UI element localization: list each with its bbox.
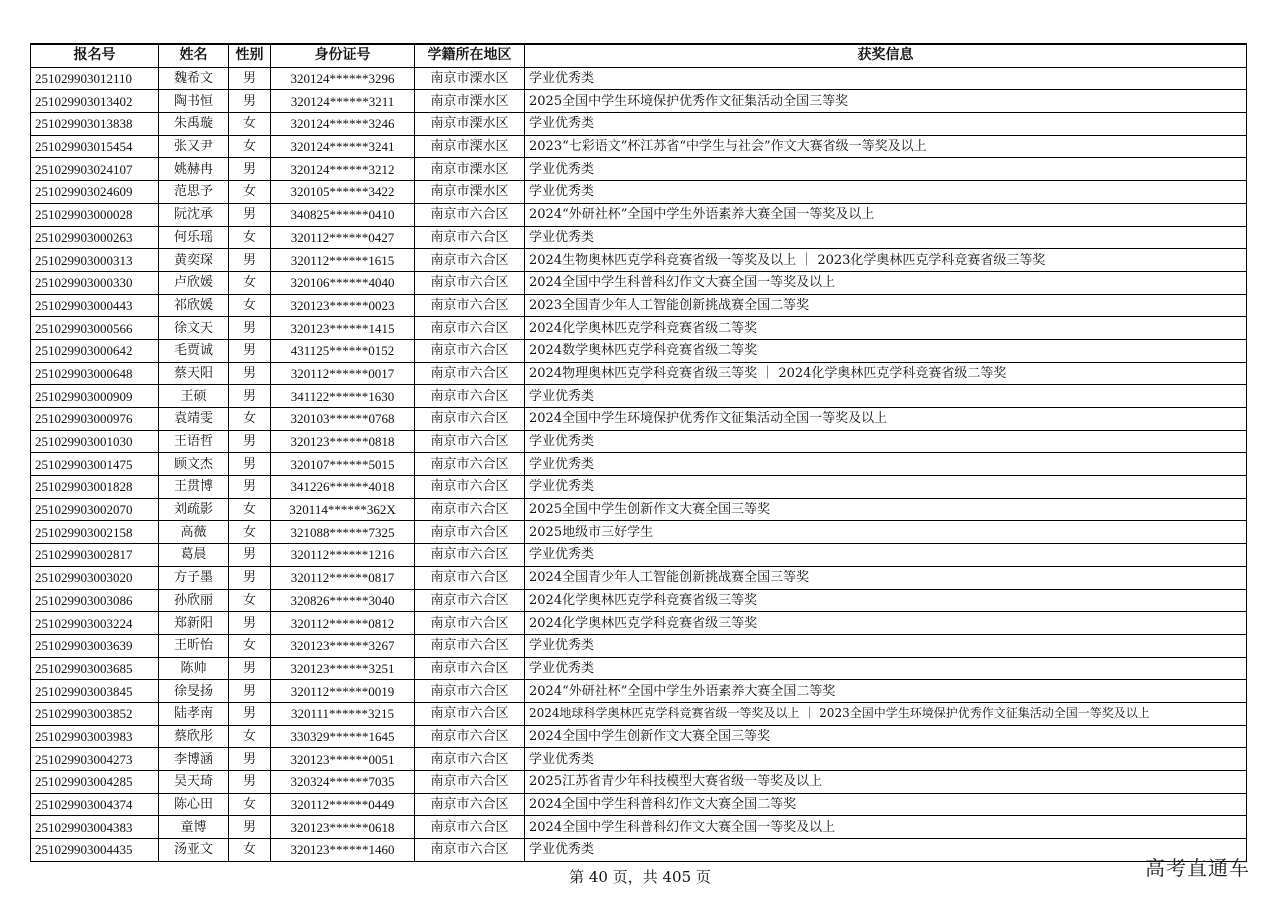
registration-number-cell: 251029903000313 [31, 249, 159, 272]
student-name-cell: 葛晨 [159, 544, 229, 567]
id-number-cell: 320123******0023 [271, 294, 415, 317]
id-number-cell: 320123******0618 [271, 816, 415, 839]
award-info-cell: 2024生物奥林匹克学科竞赛省级一等奖及以上 ｜ 2023化学奥林匹克学科竞赛省级三等奖 [525, 249, 1247, 272]
gender-cell: 男 [229, 317, 271, 340]
student-name-cell: 刘疏影 [159, 498, 229, 521]
table-row [31, 113, 1247, 136]
registration-number-cell: 251029903000028 [31, 203, 159, 226]
student-name-cell: 顾文杰 [159, 453, 229, 476]
registration-number-cell: 251029903015454 [31, 135, 159, 158]
student-name-cell: 吴天琦 [159, 771, 229, 794]
region-cell: 南京市六合区 [415, 271, 525, 294]
student-name-cell: 陈心田 [159, 793, 229, 816]
table-row [31, 566, 1247, 589]
award-info-cell: 2024地球科学奥林匹克学科竞赛省级一等奖及以上 ｜ 2023全国中学生环境保护优秀作文征集活动全国一等奖及以上 [525, 702, 1247, 725]
region-cell: 南京市溧水区 [415, 67, 525, 90]
gender-cell: 女 [229, 408, 271, 431]
registration-number-cell: 251029903004273 [31, 748, 159, 771]
id-number-cell: 320324******7035 [271, 771, 415, 794]
student-name-cell: 卢欣媛 [159, 271, 229, 294]
student-name-cell: 孙欣丽 [159, 589, 229, 612]
gender-cell: 男 [229, 339, 271, 362]
region-cell: 南京市六合区 [415, 385, 525, 408]
region-cell: 南京市六合区 [415, 839, 525, 862]
region-cell: 南京市六合区 [415, 476, 525, 499]
registration-number-cell: 251029903004383 [31, 816, 159, 839]
region-cell: 南京市六合区 [415, 317, 525, 340]
award-info-cell: 2024全国中学生创新作文大赛全国三等奖 [525, 725, 1247, 748]
award-info-cell: 2024全国中学生科普科幻作文大赛全国二等奖 [525, 793, 1247, 816]
id-number-cell: 320105******3422 [271, 181, 415, 204]
id-number-cell: 320124******3211 [271, 90, 415, 113]
award-info-cell: 学业优秀类 [525, 67, 1247, 90]
table-row [31, 226, 1247, 249]
registration-number-cell: 251029903002158 [31, 521, 159, 544]
gender-cell: 男 [229, 362, 271, 385]
id-number-cell: 320123******0818 [271, 430, 415, 453]
table-row [31, 362, 1247, 385]
gender-cell: 男 [229, 748, 271, 771]
student-name-cell: 陶书恒 [159, 90, 229, 113]
gender-cell: 男 [229, 430, 271, 453]
id-number-cell: 431125******0152 [271, 339, 415, 362]
table-row [31, 839, 1247, 862]
table-row [31, 271, 1247, 294]
table-row [31, 657, 1247, 680]
awards-table [30, 43, 1247, 862]
page-number: 第 40 页，共 405 页 [569, 868, 711, 886]
region-cell: 南京市溧水区 [415, 135, 525, 158]
registration-number-cell: 251029903004435 [31, 839, 159, 862]
table-row [31, 158, 1247, 181]
award-info-cell: 2024化学奥林匹克学科竞赛省级三等奖 [525, 589, 1247, 612]
id-number-cell: 341122******1630 [271, 385, 415, 408]
student-name-cell: 蔡天阳 [159, 362, 229, 385]
award-info-cell: 学业优秀类 [525, 158, 1247, 181]
registration-number-cell: 251029903000976 [31, 408, 159, 431]
award-info-cell: 2024数学奥林匹克学科竞赛省级二等奖 [525, 339, 1247, 362]
id-number-cell: 320112******0449 [271, 793, 415, 816]
region-cell: 南京市六合区 [415, 566, 525, 589]
region-cell: 南京市溧水区 [415, 90, 525, 113]
award-info-cell: 2025全国中学生环境保护优秀作文征集活动全国三等奖 [525, 90, 1247, 113]
table-row [31, 725, 1247, 748]
id-number-cell: 320106******4040 [271, 271, 415, 294]
award-info-cell: 学业优秀类 [525, 634, 1247, 657]
table-row [31, 498, 1247, 521]
region-cell: 南京市六合区 [415, 362, 525, 385]
id-number-cell: 320124******3212 [271, 158, 415, 181]
region-cell: 南京市六合区 [415, 816, 525, 839]
gender-cell: 男 [229, 544, 271, 567]
registration-number-cell: 251029903003685 [31, 657, 159, 680]
registration-number-cell: 251029903003639 [31, 634, 159, 657]
student-name-cell: 王硕 [159, 385, 229, 408]
region-cell: 南京市六合区 [415, 339, 525, 362]
registration-number-cell: 251029903000263 [31, 226, 159, 249]
table-header-row [31, 44, 1247, 67]
id-number-cell: 320112******0019 [271, 680, 415, 703]
region-cell: 南京市六合区 [415, 203, 525, 226]
registration-number-cell: 251029903000642 [31, 339, 159, 362]
id-number-cell: 320112******1615 [271, 249, 415, 272]
student-name-cell: 徐文天 [159, 317, 229, 340]
region-cell: 南京市六合区 [415, 771, 525, 794]
header-registration-number: 报名号 [31, 44, 159, 67]
registration-number-cell: 251029903003020 [31, 566, 159, 589]
id-number-cell: 330329******1645 [271, 725, 415, 748]
table-row [31, 317, 1247, 340]
table-row [31, 589, 1247, 612]
award-info-cell: 2024全国青少年人工智能创新挑战赛全国三等奖 [525, 566, 1247, 589]
region-cell: 南京市六合区 [415, 634, 525, 657]
header-award-info: 获奖信息 [525, 44, 1247, 67]
gender-cell: 男 [229, 566, 271, 589]
header-gender: 性别 [229, 44, 271, 67]
table-row [31, 294, 1247, 317]
award-info-cell: 2024“外研社杯”全国中学生外语素养大赛全国二等奖 [525, 680, 1247, 703]
region-cell: 南京市六合区 [415, 453, 525, 476]
gender-cell: 男 [229, 612, 271, 635]
gender-cell: 男 [229, 67, 271, 90]
table-row [31, 771, 1247, 794]
id-number-cell: 320114******362X [271, 498, 415, 521]
id-number-cell: 320124******3241 [271, 135, 415, 158]
registration-number-cell: 251029903002817 [31, 544, 159, 567]
table-row [31, 408, 1247, 431]
registration-number-cell: 251029903003983 [31, 725, 159, 748]
award-info-cell: 2025地级市三好学生 [525, 521, 1247, 544]
student-name-cell: 何乐瑶 [159, 226, 229, 249]
student-name-cell: 张又尹 [159, 135, 229, 158]
student-name-cell: 黄奕琛 [159, 249, 229, 272]
student-name-cell: 魏希文 [159, 67, 229, 90]
student-name-cell: 王昕怡 [159, 634, 229, 657]
student-name-cell: 郑新阳 [159, 612, 229, 635]
registration-number-cell: 251029903003224 [31, 612, 159, 635]
student-name-cell: 王语哲 [159, 430, 229, 453]
registration-number-cell: 251029903001475 [31, 453, 159, 476]
registration-number-cell: 251029903012110 [31, 67, 159, 90]
student-name-cell: 蔡欣彤 [159, 725, 229, 748]
region-cell: 南京市六合区 [415, 793, 525, 816]
table-row [31, 634, 1247, 657]
region-cell: 南京市溧水区 [415, 113, 525, 136]
award-info-cell: 2023全国青少年人工智能创新挑战赛全国二等奖 [525, 294, 1247, 317]
gender-cell: 女 [229, 725, 271, 748]
id-number-cell: 320107******5015 [271, 453, 415, 476]
gender-cell: 男 [229, 90, 271, 113]
student-name-cell: 陈帅 [159, 657, 229, 680]
id-number-cell: 320124******3246 [271, 113, 415, 136]
student-name-cell: 王贯博 [159, 476, 229, 499]
gender-cell: 男 [229, 476, 271, 499]
gender-cell: 女 [229, 181, 271, 204]
gender-cell: 男 [229, 680, 271, 703]
gender-cell: 女 [229, 271, 271, 294]
id-number-cell: 320111******3215 [271, 702, 415, 725]
region-cell: 南京市六合区 [415, 521, 525, 544]
award-info-cell: 学业优秀类 [525, 181, 1247, 204]
region-cell: 南京市六合区 [415, 725, 525, 748]
region-cell: 南京市六合区 [415, 226, 525, 249]
id-number-cell: 320123******3251 [271, 657, 415, 680]
id-number-cell: 320123******1415 [271, 317, 415, 340]
table-row [31, 181, 1247, 204]
registration-number-cell: 251029903024107 [31, 158, 159, 181]
table-row [31, 430, 1247, 453]
gender-cell: 男 [229, 203, 271, 226]
table-row [31, 476, 1247, 499]
table-row [31, 521, 1247, 544]
gender-cell: 女 [229, 113, 271, 136]
award-info-cell: 2024全国中学生科普科幻作文大赛全国一等奖及以上 [525, 816, 1247, 839]
student-name-cell: 朱禹璇 [159, 113, 229, 136]
region-cell: 南京市六合区 [415, 294, 525, 317]
award-info-cell: 2024化学奥林匹克学科竞赛省级三等奖 [525, 612, 1247, 635]
header-name: 姓名 [159, 44, 229, 67]
table-row [31, 203, 1247, 226]
registration-number-cell: 251029903000909 [31, 385, 159, 408]
region-cell: 南京市六合区 [415, 498, 525, 521]
student-name-cell: 李博涵 [159, 748, 229, 771]
table-row [31, 544, 1247, 567]
award-info-cell: 学业优秀类 [525, 839, 1247, 862]
gender-cell: 女 [229, 226, 271, 249]
id-number-cell: 320124******3296 [271, 67, 415, 90]
student-name-cell: 汤亚文 [159, 839, 229, 862]
award-info-cell: 2024化学奥林匹克学科竞赛省级二等奖 [525, 317, 1247, 340]
registration-number-cell: 251029903013838 [31, 113, 159, 136]
registration-number-cell: 251029903004285 [31, 771, 159, 794]
header-region: 学籍所在地区 [415, 44, 525, 67]
registration-number-cell: 251029903003845 [31, 680, 159, 703]
gender-cell: 女 [229, 135, 271, 158]
award-info-cell: 学业优秀类 [525, 544, 1247, 567]
gender-cell: 男 [229, 657, 271, 680]
student-name-cell: 徐旻扬 [159, 680, 229, 703]
region-cell: 南京市六合区 [415, 680, 525, 703]
id-number-cell: 320123******0051 [271, 748, 415, 771]
registration-number-cell: 251029903000566 [31, 317, 159, 340]
region-cell: 南京市六合区 [415, 657, 525, 680]
award-info-cell: 学业优秀类 [525, 657, 1247, 680]
id-number-cell: 320112******1216 [271, 544, 415, 567]
gender-cell: 女 [229, 634, 271, 657]
id-number-cell: 320103******0768 [271, 408, 415, 431]
student-name-cell: 祁欣媛 [159, 294, 229, 317]
id-number-cell: 320112******0817 [271, 566, 415, 589]
registration-number-cell: 251029903000330 [31, 271, 159, 294]
id-number-cell: 321088******7325 [271, 521, 415, 544]
id-number-cell: 320123******1460 [271, 839, 415, 862]
table-row [31, 453, 1247, 476]
gender-cell: 男 [229, 453, 271, 476]
gender-cell: 女 [229, 294, 271, 317]
registration-number-cell: 251029903004374 [31, 793, 159, 816]
table-row [31, 249, 1247, 272]
award-info-cell: 学业优秀类 [525, 385, 1247, 408]
registration-number-cell: 251029903003852 [31, 702, 159, 725]
id-number-cell: 320826******3040 [271, 589, 415, 612]
region-cell: 南京市六合区 [415, 702, 525, 725]
region-cell: 南京市溧水区 [415, 158, 525, 181]
gender-cell: 男 [229, 158, 271, 181]
region-cell: 南京市六合区 [415, 544, 525, 567]
id-number-cell: 341226******4018 [271, 476, 415, 499]
table-row [31, 793, 1247, 816]
id-number-cell: 320112******0812 [271, 612, 415, 635]
table-body [31, 67, 1247, 861]
registration-number-cell: 251029903000648 [31, 362, 159, 385]
student-name-cell: 袁靖雯 [159, 408, 229, 431]
registration-number-cell: 251029903001828 [31, 476, 159, 499]
award-info-cell: 2024“外研社杯”全国中学生外语素养大赛全国一等奖及以上 [525, 203, 1247, 226]
student-name-cell: 范思予 [159, 181, 229, 204]
region-cell: 南京市六合区 [415, 249, 525, 272]
table-row [31, 339, 1247, 362]
award-info-cell: 2023“七彩语文”杯江苏省“中学生与社会”作文大赛省级一等奖及以上 [525, 135, 1247, 158]
registration-number-cell: 251029903001030 [31, 430, 159, 453]
table-row [31, 385, 1247, 408]
student-name-cell: 姚赫冉 [159, 158, 229, 181]
student-name-cell: 高薇 [159, 521, 229, 544]
award-info-cell: 学业优秀类 [525, 226, 1247, 249]
award-info-cell: 2024全国中学生科普科幻作文大赛全国一等奖及以上 [525, 271, 1247, 294]
gender-cell: 男 [229, 816, 271, 839]
student-name-cell: 童博 [159, 816, 229, 839]
table-row [31, 702, 1247, 725]
region-cell: 南京市六合区 [415, 612, 525, 635]
award-info-cell: 2025江苏省青少年科技模型大赛省级一等奖及以上 [525, 771, 1247, 794]
registration-number-cell: 251029903013402 [31, 90, 159, 113]
student-name-cell: 方子墨 [159, 566, 229, 589]
gender-cell: 女 [229, 498, 271, 521]
id-number-cell: 320123******3267 [271, 634, 415, 657]
header-id-number: 身份证号 [271, 44, 415, 67]
gender-cell: 女 [229, 521, 271, 544]
award-info-cell: 2024全国中学生环境保护优秀作文征集活动全国一等奖及以上 [525, 408, 1247, 431]
registration-number-cell: 251029903000443 [31, 294, 159, 317]
student-name-cell: 陆孝南 [159, 702, 229, 725]
award-info-cell: 学业优秀类 [525, 453, 1247, 476]
award-info-cell: 学业优秀类 [525, 113, 1247, 136]
award-info-cell: 学业优秀类 [525, 748, 1247, 771]
student-name-cell: 阮沈承 [159, 203, 229, 226]
region-cell: 南京市六合区 [415, 589, 525, 612]
table-row [31, 90, 1247, 113]
table-row [31, 612, 1247, 635]
region-cell: 南京市溧水区 [415, 181, 525, 204]
table-row [31, 816, 1247, 839]
student-name-cell: 毛贾诚 [159, 339, 229, 362]
gender-cell: 男 [229, 385, 271, 408]
gender-cell: 男 [229, 771, 271, 794]
gender-cell: 男 [229, 702, 271, 725]
id-number-cell: 320112******0427 [271, 226, 415, 249]
region-cell: 南京市六合区 [415, 430, 525, 453]
gender-cell: 女 [229, 839, 271, 862]
watermark-text: 高考直通车 [1145, 856, 1250, 880]
registration-number-cell: 251029903003086 [31, 589, 159, 612]
id-number-cell: 340825******0410 [271, 203, 415, 226]
registration-number-cell: 251029903024609 [31, 181, 159, 204]
gender-cell: 男 [229, 249, 271, 272]
award-info-cell: 2024物理奥林匹克学科竞赛省级三等奖 ｜ 2024化学奥林匹克学科竞赛省级二等奖 [525, 362, 1247, 385]
gender-cell: 女 [229, 589, 271, 612]
table-row [31, 748, 1247, 771]
region-cell: 南京市六合区 [415, 408, 525, 431]
award-info-cell: 2025全国中学生创新作文大赛全国三等奖 [525, 498, 1247, 521]
award-info-cell: 学业优秀类 [525, 476, 1247, 499]
region-cell: 南京市六合区 [415, 748, 525, 771]
registration-number-cell: 251029903002070 [31, 498, 159, 521]
table-row [31, 135, 1247, 158]
table-row [31, 67, 1247, 90]
table-row [31, 680, 1247, 703]
id-number-cell: 320112******0017 [271, 362, 415, 385]
award-info-cell: 学业优秀类 [525, 430, 1247, 453]
gender-cell: 女 [229, 793, 271, 816]
